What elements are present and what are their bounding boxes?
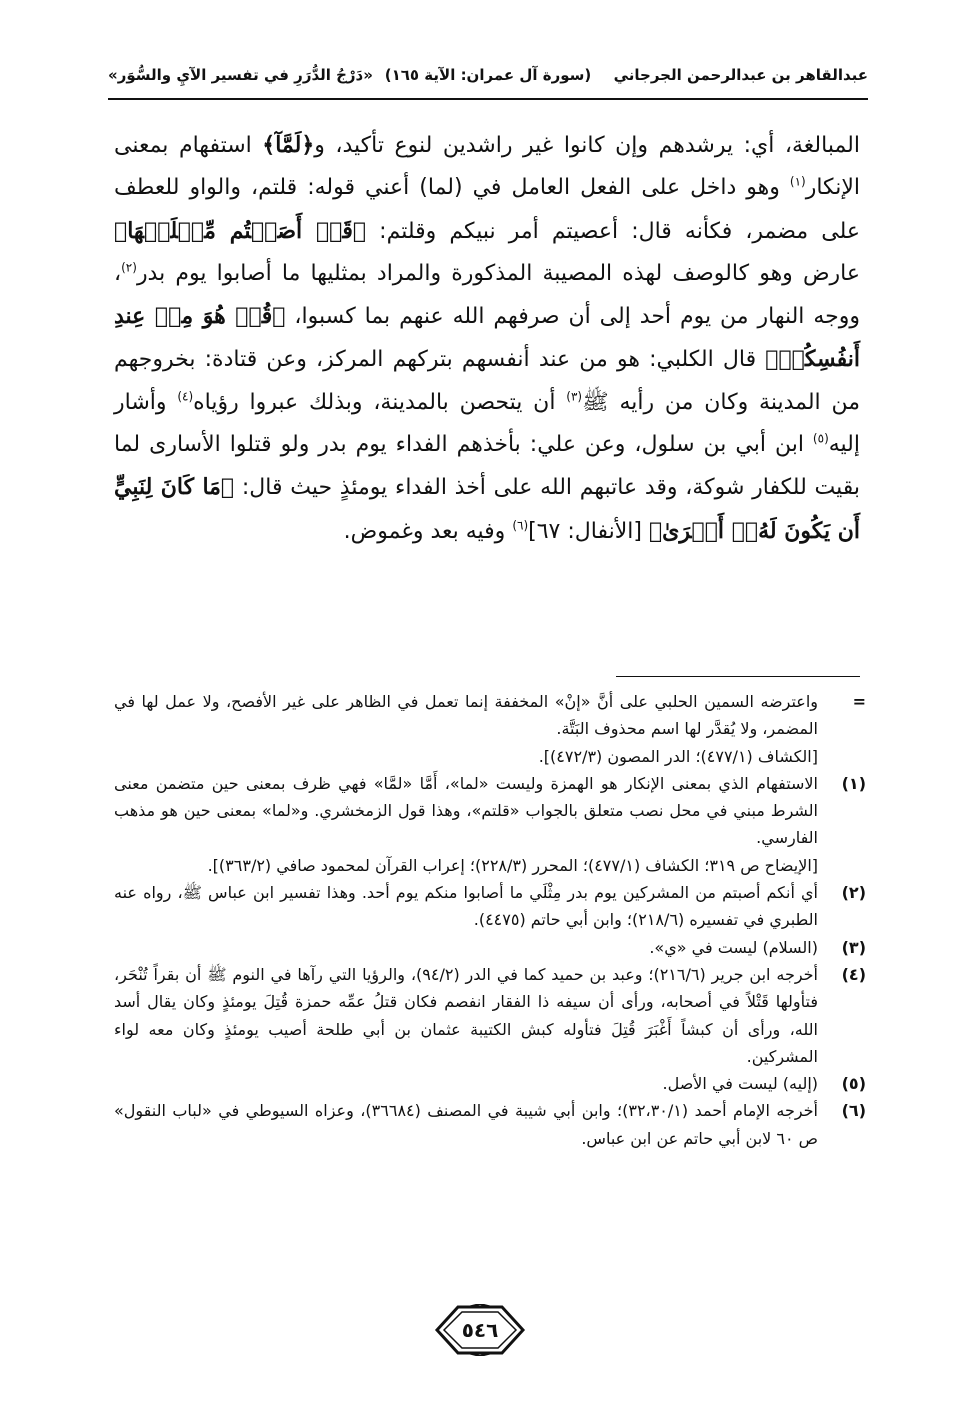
footnote-5: [114, 1070, 866, 1097]
footnote-body: [114, 879, 818, 934]
footnote-body: [114, 1070, 818, 1097]
quran-quote-asabtum: ﴿قَدۡ أَصَبۡتُم مِّثۡلَيۡهَا﴾: [114, 217, 367, 244]
footnote-ref-1: (١): [789, 174, 806, 189]
footnote-3: [114, 934, 866, 961]
main-paragraph: [114, 124, 860, 553]
footnote-body: [114, 688, 818, 770]
main-text-segment: قال الكلبي: هو من عند أنفسهم بتركهم المركز، وعن قتادة: بخروجهم من المدينة وكان من رأيه: [114, 347, 861, 415]
main-text-segment: وفيه بعد وغموض.: [343, 518, 513, 544]
header-surah-verse: (سورة آل عمران: الآية ١٦٥): [384, 66, 592, 84]
footnote-text: أخرجه الإمام أحمد (٣٢،٣٠/١)؛ وابن أبي شيبة في المصنف (٣٦٦٨٤)، وعزاه السيوطي في «لباب النقول» ص ٦٠ لابن أبي حاتم عن ابن عباس.: [114, 1101, 819, 1148]
footnote-ref-3: (٣): [566, 389, 583, 404]
footnote-separator: [616, 676, 860, 677]
footnote-text: أي أنكم أصبتم من المشركين يوم بدر مِثْلَي ما أصابوا منكم يوم أحد. وهذا تفسير ابن عباس ﷺ، رواه عنه الطبري في تفسيره (٢١٨/٦)؛ وابن أبي حاتم (٤٤٧٥).: [114, 883, 818, 930]
footnote-ref-5: (٥): [812, 431, 829, 446]
page-number: ٥٤٦: [461, 1318, 499, 1342]
salawat-symbol: ﷺ: [582, 389, 609, 415]
header-rule: [108, 98, 868, 100]
footnote-marker: (٥): [841, 1074, 866, 1094]
main-text-segment: أن يتحصن بالمدينة، وبذلك عبروا رؤياه: [193, 389, 567, 415]
footnote-marker: (٦): [841, 1101, 866, 1121]
footnote-text: (إليه) ليست في الأصل.: [662, 1074, 818, 1094]
footnote-marker: =: [852, 692, 866, 711]
footnote-6: [114, 1097, 866, 1152]
quran-quote-ma-kana: ﴿مَا كَانَ لِنَبِيٍّ أَن يَكُونَ لَهُۥٓ أَسۡرَىٰ﴾: [114, 474, 860, 544]
footnote-text: واعترضه السمين الحلبي على أنَّ «إنْ» المخففة إنما تعمل في الظاهر على غير الأفصح، ولا عمل لها في المضمر، ولا يُقدَّر لها اسم محذوف البَتَّة.: [114, 692, 818, 739]
footnote-marker: (٤): [841, 964, 866, 984]
quran-quote-qul-huwa: ﴿قُلۡ هُوَ مِنۡ عِندِ أَنفُسِكُمۡ﴾: [114, 303, 860, 373]
main-text-segment: المبالغة، أي: يرشدهم وإن كانوا غير راشدين لنوع تأكيد، و: [314, 133, 860, 158]
footnote-body: [114, 770, 818, 879]
footnote-ref-4: (٤): [177, 389, 194, 404]
verse-reference: [الأنفال: ٦٧]: [528, 518, 649, 544]
footnote-body: [114, 961, 818, 1070]
main-text-segment: استفهام بمعنى الإنكار: [114, 133, 860, 201]
footnote-continuation: [114, 688, 866, 770]
footnote-1: [114, 770, 866, 879]
footnote-ref-6: (٦): [512, 518, 529, 533]
quran-quote-lamma: ﴿لَمَّآ﴾: [262, 132, 315, 158]
footnote-text: أخرجه ابن جرير (٢١٦/٦)؛ وعبد بن حميد كما في الدر (٩٤/٢)، والرؤيا التي رآها في النوم ﷺ أن بقراً تُنْحَر، فتأولها قَتْلاً في أصحابه، ورأى أن سيفه ذا الفقار انفصم فكان قتلُ عمِّه حمزة قُتِلَ يومئذٍ وكان يقال أسد الله، ورأى أن كبشاً أَغْبَرَ قُتِلَ فتأوله كبش الكتيبة عثمان بن أبي طلحة أصيب يومئذٍ وكان معه لواء المشركين.: [114, 964, 818, 1066]
header-book-title: «دَرْجُ الدُّرَرِ في تفسير الآيِ والسُّوَر»: [108, 66, 373, 84]
main-text-segment: ، ووجه النهار من يوم أحد إلى أن صرفهم الله عنهم بما كسبوا،: [114, 260, 860, 330]
footnote-body: [114, 1097, 818, 1152]
footnote-4: [114, 961, 866, 1070]
footnote-text: (السلام) ليست في «ي».: [649, 937, 818, 957]
main-text-segment: وأشار إليه: [114, 389, 860, 458]
footnote-marker: (١): [841, 773, 866, 793]
main-text: [114, 124, 860, 553]
footnote-citation: [الكشاف (٤٧٧/١)؛ الدر المصون (٤٧٢/٣)].: [538, 746, 818, 766]
footnote-text: الاستفهام الذي بمعنى الإنكار هو الهمزة وليست «لما»، أَمَّا «لمَّا» فهي ظرف بمعنى حين متضمن معنى الشرط مبني في محل نصب متعلق بالجواب «قلتم»، وهذا قول الزمخشري. و«لما» بمعنى حين هو مذهب الفارسي.: [114, 773, 818, 848]
footnote-2: [114, 879, 866, 934]
footnote-body: [114, 934, 818, 961]
main-text-segment: ابن أبي بن سلول، وعن علي: بأخذهم الفداء يوم بدر ولو قتلوا الأسارى لما بقيت للكفار شوكة، وقد عاتبهم الله على أخذ الفداء يومئذٍ حيث قال:: [114, 432, 860, 501]
header-author: عبدالقاهر بن عبدالرحمن الجرجاني: [613, 66, 868, 84]
footnote-marker: (٣): [841, 937, 866, 957]
main-text-segment: عارض وهو كالوصف لهذه المصيبة المذكورة والمراد بمثليها ما أصابوا يوم بدر: [136, 260, 860, 286]
footnotes: [114, 688, 866, 1152]
footnote-marker: (٢): [841, 883, 866, 903]
footnote-ref-2: (٢): [121, 260, 137, 275]
main-text-segment: وهو داخل على الفعل العامل في (لما) أعني قوله: قلتم، والواو للعطف على مضمر، فكأنه قال: أعصيتم أمر نبيكم وقلتم:: [114, 175, 860, 244]
footnote-citation: [الإيضاح ص ٣١٩؛ الكشاف (٤٧٧/١)؛ المحرر (٢٢٨/٣)؛ إعراب القرآن لمحمود صافي (٣٦٣/٢)].: [207, 855, 818, 875]
running-header: [108, 62, 868, 100]
